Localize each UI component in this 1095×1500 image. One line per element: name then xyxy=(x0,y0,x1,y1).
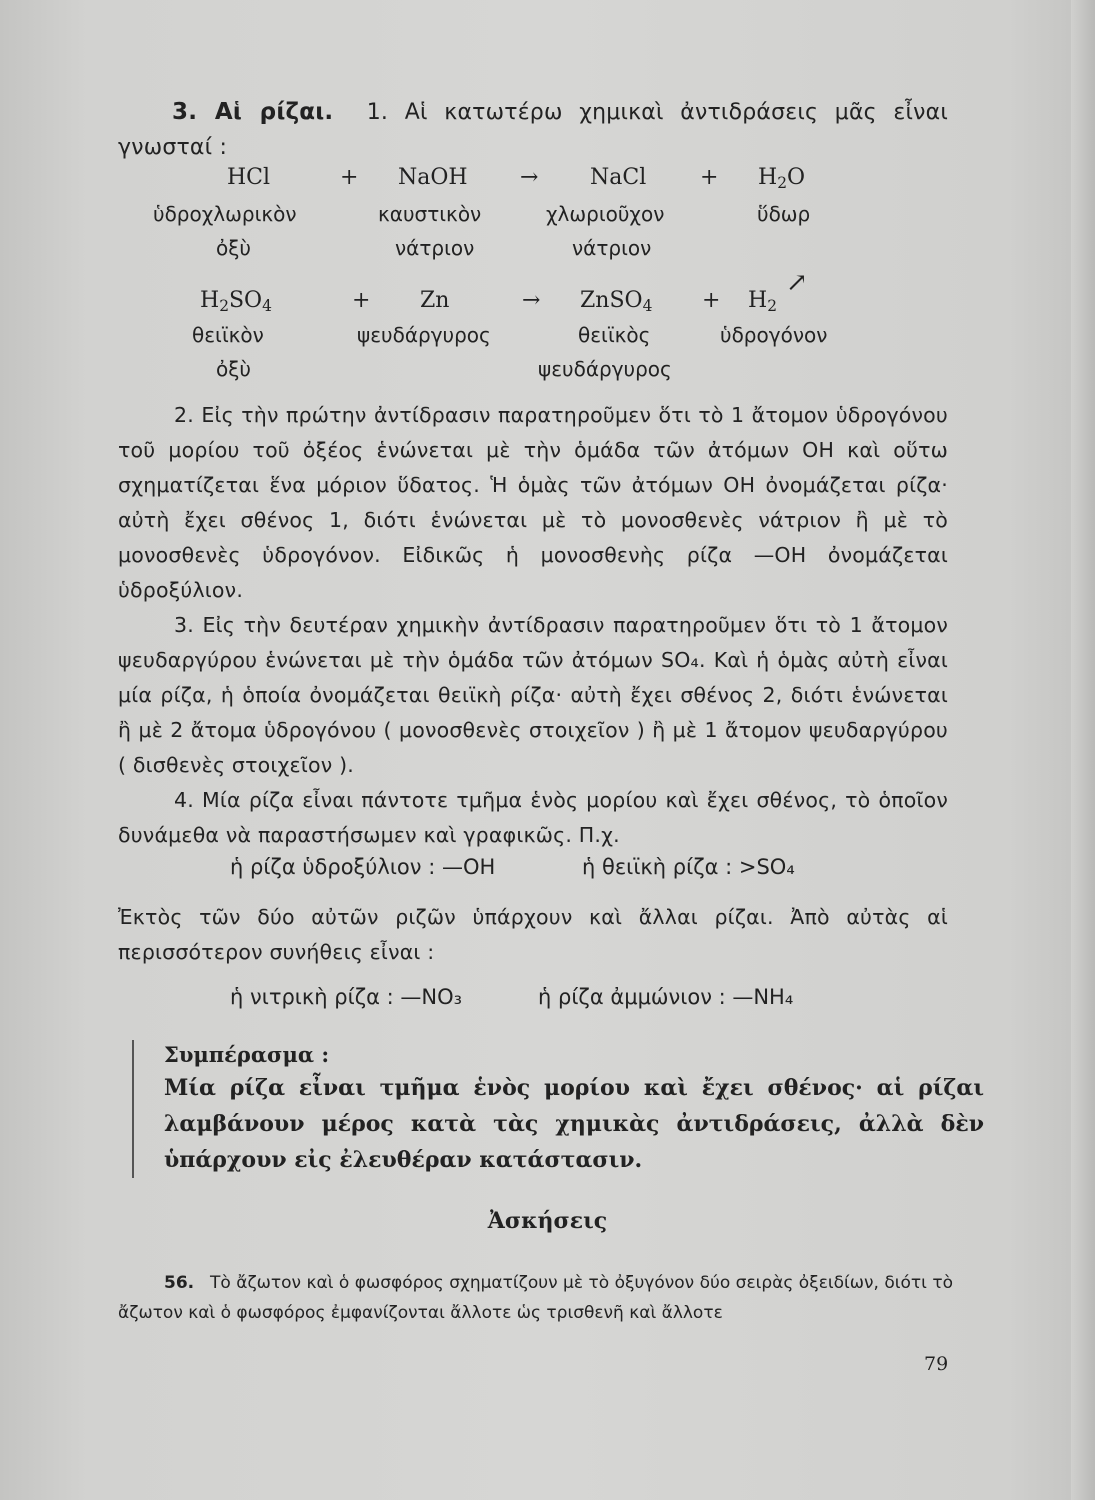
page-number: 79 xyxy=(924,1353,949,1375)
conclusion-box xyxy=(132,1040,984,1178)
exercise-56 xyxy=(118,1268,953,1328)
body-text xyxy=(118,398,948,853)
plus-sign: + xyxy=(700,165,719,190)
exercises-heading: Ἀσκήσεις xyxy=(487,1208,608,1234)
label-zinc: ψευδάργυρος xyxy=(538,357,672,381)
label-hydrochloric: ὑδροχλωρικὸν xyxy=(153,202,297,226)
label-acid: ὀξὺ xyxy=(216,236,251,260)
intro-block xyxy=(118,95,948,165)
label-sodium: νάτριον xyxy=(395,236,475,260)
plus-sign: + xyxy=(702,288,721,313)
reactant-zn: Zn xyxy=(420,288,450,313)
reaction-arrow: → xyxy=(520,165,539,190)
label-acid: ὀξὺ xyxy=(216,357,251,381)
reaction-arrow: → xyxy=(522,288,541,313)
label-chloride: χλωριοῦχον xyxy=(546,202,665,226)
exercise-text: Τὸ ἄζωτον καὶ ὁ φωσφόρος σχηματίζουν μὲ τὸ ὀξυγόνον δύο σειρὰς ὀξειδίων, διότι τὸ ἄζωτον καὶ ὁ φωσφόρος ἐμφανίζονται ἄλλοτε ὡς τρισθενῆ καὶ ἄλλοτε xyxy=(118,1273,953,1323)
label-zinc: ψευδάργυρος xyxy=(357,323,491,347)
paragraph-5-block xyxy=(118,900,948,970)
product-water: $H_2O$ xyxy=(758,165,806,192)
paragraph-2: 2. Εἰς τὴν πρώτην ἀντίδρασιν παρατηροῦμεν ὅτι τὸ 1 ἄτομον ὑδρογόνου τοῦ μορίου τοῦ ὀξέος ἑνώνεται μὲ τὴν ὁμάδα τῶν ἀτόμων OH καὶ οὕτω σχηματίζεται ἕνα μόριον ὕδατος. Ἡ ὁμὰς τῶν ἀτόμων OH ὀνομάζεται ρίζα· αὐτὴ ἔχει σθένος 1, διότι ἑνώνεται μὲ τὸ μονοσθενὲς νάτριον ἢ μὲ τὸ μονοσθενὲς ὑδρογόνον. Εἰδικῶς ἡ μονοσθενὴς ρίζα —OH ὀνομάζεται ὑδροξύλιον. xyxy=(118,403,948,602)
section-heading: 3. Αἱ ρίζαι. xyxy=(172,99,334,125)
paragraph-5: Ἐκτὸς τῶν δύο αὐτῶν ριζῶν ὑπάρχουν καὶ ἄλλαι ρίζαι. Ἀπὸ αὐτὰς αἱ περισσότερον συνήθεις εἶναι : xyxy=(118,905,948,964)
plus-sign: + xyxy=(340,165,359,190)
label-hydrogen: ὑδρογόνον xyxy=(720,323,828,347)
formula-sulfate: ἡ θειϊκὴ ρίζα : >SO₄ xyxy=(582,855,795,879)
formula-ammonium: ἡ ρίζα ἀμμώνιον : —NH₄ xyxy=(538,985,794,1009)
formula-nitrate: ἡ νιτρικὴ ρίζα : —NO₃ xyxy=(230,985,463,1009)
gas-release-arrow-icon: ↗ xyxy=(786,268,808,298)
paragraph-4: 4. Μία ρίζα εἶναι πάντοτε τμῆμα ἑνὸς μορίου καὶ ἔχει σθένος, τὸ ὁποῖον δυνάμεθα νὰ παραστήσωμεν καὶ γραφικῶς. Π.χ. xyxy=(118,788,948,847)
paragraph-3: 3. Εἰς τὴν δευτέραν χημικὴν ἀντίδρασιν παρατηροῦμεν ὅτι τὸ 1 ἄτομον ψευδαργύρου ἑνώνεται μὲ τὴν ὁμάδα τῶν ἀτόμων SO₄. Καὶ ἡ ὁμὰς αὐτὴ εἶναι μία ρίζα, ἡ ὁποία ὀνομάζεται θειϊκὴ ρίζα· αὐτὴ ἔχει σθένος 2, διότι ἑνώνεται ἢ μὲ 2 ἄτομα ὑδρογόνου ( μονοσθενὲς στοιχεῖον ) ἢ μὲ 1 ἄτομον ψευδαργύρου ( δισθενὲς στοιχεῖον ). xyxy=(118,613,948,777)
product-znso4: ZnSO$_4$ xyxy=(580,288,653,315)
label-sodium: νάτριον xyxy=(572,236,652,260)
label-water: ὕδωρ xyxy=(757,202,811,226)
label-caustic: καυστικὸν xyxy=(378,202,482,226)
reactant-naoh: NaOH xyxy=(398,165,468,190)
reactant-h2so4: $H_2SO_4$ xyxy=(200,288,272,315)
exercise-number: 56. xyxy=(164,1273,195,1293)
formula-hydroxyl: ἡ ρίζα ὑδροξύλιον : —OH xyxy=(230,855,496,879)
product-nacl: NaCl xyxy=(590,165,647,190)
product-h2: $H_2$ xyxy=(748,288,777,315)
label-sulfuric: θειϊκὸν xyxy=(192,323,264,347)
page-edge xyxy=(1071,0,1095,1500)
conclusion-text: Μία ρίζα εἶναι τμῆμα ἑνὸς μορίου καὶ ἔχει σθένος· αἱ ρίζαι λαμβάνουν μέρος κατὰ τὰς χημικὰς ἀντιδράσεις, ἀλλὰ δὲν ὑπάρχουν εἰς ἐλευθέραν κατάστασιν. xyxy=(164,1075,984,1173)
reactant-hcl: HCl xyxy=(227,165,271,190)
conclusion-title: Συμπέρασμα : xyxy=(164,1042,330,1067)
label-sulfate: θειϊκὸς xyxy=(578,323,651,347)
plus-sign: + xyxy=(352,288,371,313)
intro-text: 1. Αἱ κατωτέρω χημικαὶ ἀντιδράσεις μᾶς εἶναι γνωσταί : xyxy=(118,100,948,160)
